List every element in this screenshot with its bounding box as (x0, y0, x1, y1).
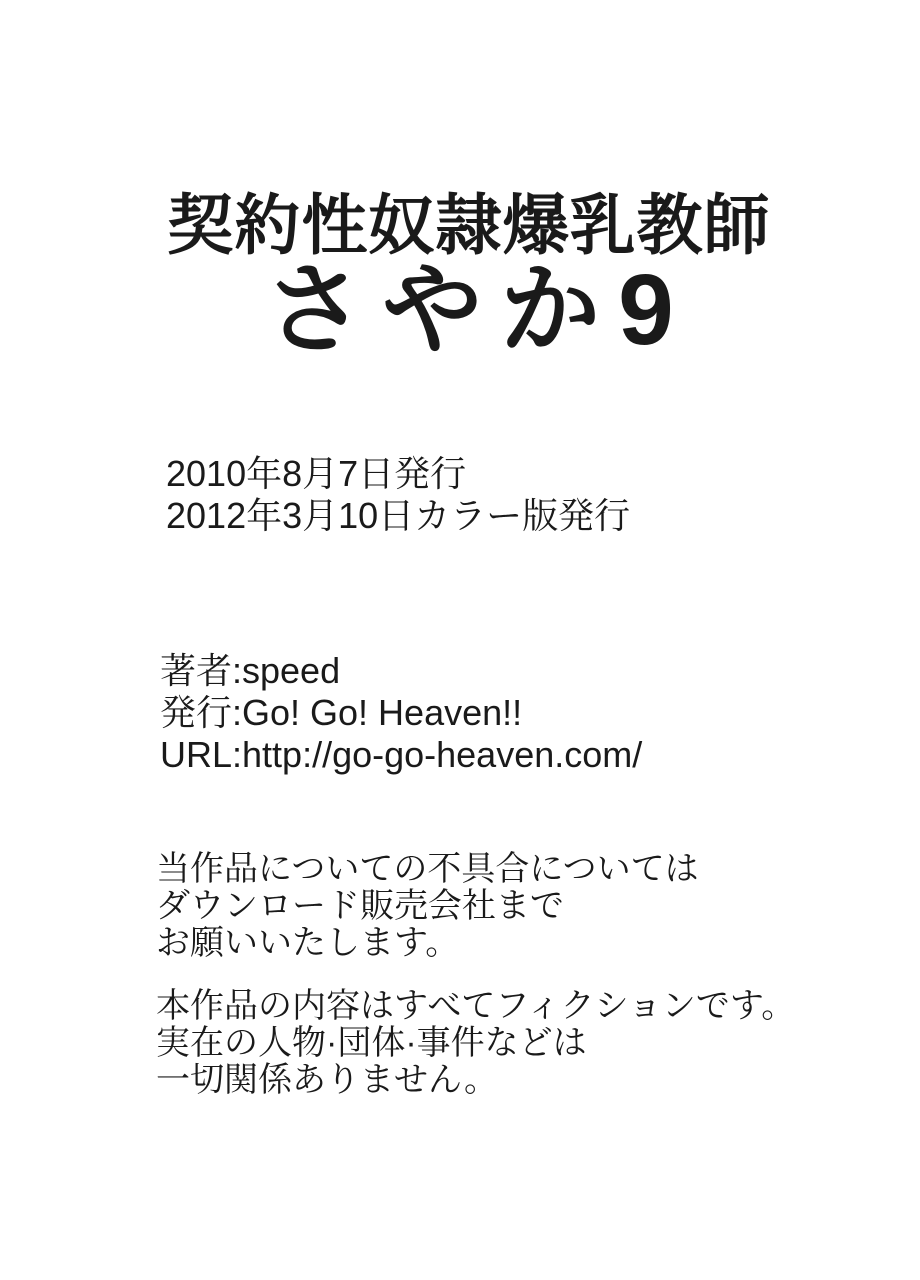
support-notice-line: お願いいたします。 (156, 924, 460, 962)
publication-dates (166, 453, 630, 537)
support-notice-line: ダウンロード販売会社まで (156, 887, 564, 925)
title-volume-line: さやか9 (264, 254, 692, 366)
website-url: URL:http://go-go-heaven.com/ (160, 734, 643, 775)
author-credit: 著者:speed (160, 650, 341, 691)
book-title (9, 188, 920, 366)
fiction-disclaimer-line: 実在の人物·団体·事件などは (156, 1024, 587, 1062)
fiction-disclaimer (156, 988, 795, 1099)
fiction-disclaimer-line: 本作品の内容はすべてフィクションです。 (156, 987, 796, 1025)
publisher-credit: 発行:Go! Go! Heaven!! (160, 692, 523, 733)
support-notice (156, 851, 699, 962)
color-edition-release-date: 2012年3月10日カラー版発行 (166, 495, 631, 536)
title-series-line: 契約性奴隷爆乳教師 (167, 188, 771, 262)
credits (160, 650, 642, 776)
fiction-disclaimer-line: 一切関係ありません。 (156, 1061, 499, 1099)
support-notice-line: 当作品についての不具合については (156, 850, 699, 888)
original-release-date: 2010年8月7日発行 (166, 453, 467, 494)
